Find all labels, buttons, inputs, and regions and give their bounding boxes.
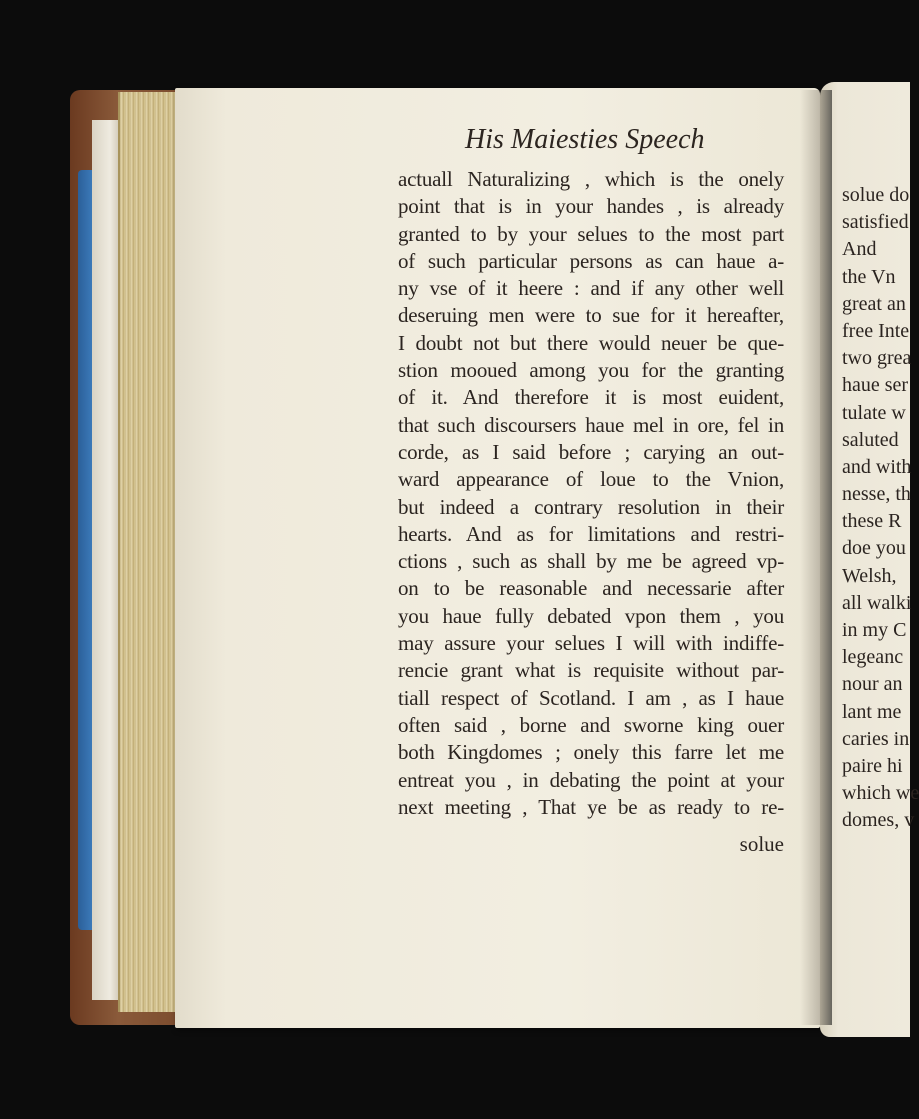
text-line: rencie grant what is requisite without par- bbox=[398, 658, 784, 683]
facing-line: saluted bbox=[842, 428, 899, 451]
text-line: hearts. And as for limitations and restri- bbox=[398, 521, 784, 546]
page-edges bbox=[118, 92, 182, 1012]
facing-line: And bbox=[842, 238, 877, 261]
facing-line: legeanc bbox=[842, 646, 904, 669]
text-line: corde, as I said before ; carying an out- bbox=[398, 439, 784, 464]
facing-line: all walki bbox=[842, 591, 912, 614]
text-line: deseruing men were to sue for it hereafter, bbox=[398, 303, 784, 328]
text-line: tiall respect of Scotland. I am , as I haue bbox=[398, 685, 784, 710]
facing-line: and with bbox=[842, 455, 912, 478]
text-line: that such discoursers haue mel in ore, fel in bbox=[398, 412, 784, 437]
gutter-shadow bbox=[800, 90, 832, 1025]
facing-line: solue do bbox=[842, 184, 910, 206]
text-line: may assure your selues I will with indiffe- bbox=[398, 631, 784, 656]
facing-line: two grea bbox=[842, 347, 912, 370]
text-line: of it. And therefore it is most euident, bbox=[398, 385, 784, 410]
facing-line: which we bbox=[842, 782, 919, 805]
text-line: actuall Naturalizing , which is the onely bbox=[398, 167, 784, 191]
facing-line: paire hi bbox=[842, 754, 903, 777]
text-line: granted to by your selues to the most part bbox=[398, 221, 784, 246]
facing-page-text bbox=[842, 182, 919, 835]
facing-line: these R bbox=[842, 510, 902, 533]
text-line: both Kingdomes ; onely this farre let me bbox=[398, 740, 784, 765]
facing-line: satisfied bbox=[842, 211, 909, 234]
facing-line: nesse, th bbox=[842, 483, 911, 506]
facing-line: in my C bbox=[842, 619, 907, 641]
text-line: next meeting , That ye be as ready to re- bbox=[398, 794, 784, 819]
facing-line: domes, v bbox=[842, 809, 915, 832]
text-line: stion mooued among you for the granting bbox=[398, 358, 784, 383]
running-head: His Maiesties Speech bbox=[465, 124, 705, 155]
body-text bbox=[398, 166, 784, 821]
facing-line: tulate w bbox=[842, 401, 906, 424]
text-line: often said , borne and sworne king ouer bbox=[398, 712, 784, 737]
text-line: you haue fully debated vpon them , you bbox=[398, 603, 784, 628]
text-line: on to be reasonable and necessarie after bbox=[398, 576, 784, 601]
facing-line: great an bbox=[842, 292, 906, 315]
facing-line: free Inte bbox=[842, 319, 910, 342]
text-line: ny vse of it heere : and if any other well bbox=[398, 276, 784, 301]
text-line: point that is in your handes , is already bbox=[398, 194, 784, 219]
text-line: entreat you , in debating the point at your bbox=[398, 767, 784, 792]
catchword: solue bbox=[739, 832, 784, 856]
facing-line: Welsh, bbox=[842, 564, 897, 587]
facing-line: lant me bbox=[842, 700, 902, 723]
facing-line: doe you bbox=[842, 537, 906, 560]
text-line: of such particular persons as can haue a- bbox=[398, 248, 784, 273]
text-line: ctions , such as shall by me be agreed vp- bbox=[398, 549, 784, 574]
facing-line: the Vn bbox=[842, 265, 896, 288]
text-line: I doubt not but there would neuer be que- bbox=[398, 330, 784, 355]
facing-line: caries in bbox=[842, 727, 910, 750]
facing-line: haue ser bbox=[842, 374, 909, 397]
text-line: ward appearance of loue to the Vnion, bbox=[398, 467, 784, 492]
facing-line: nour an bbox=[842, 673, 903, 696]
text-line: but indeed a contrary resolution in their bbox=[398, 494, 784, 519]
